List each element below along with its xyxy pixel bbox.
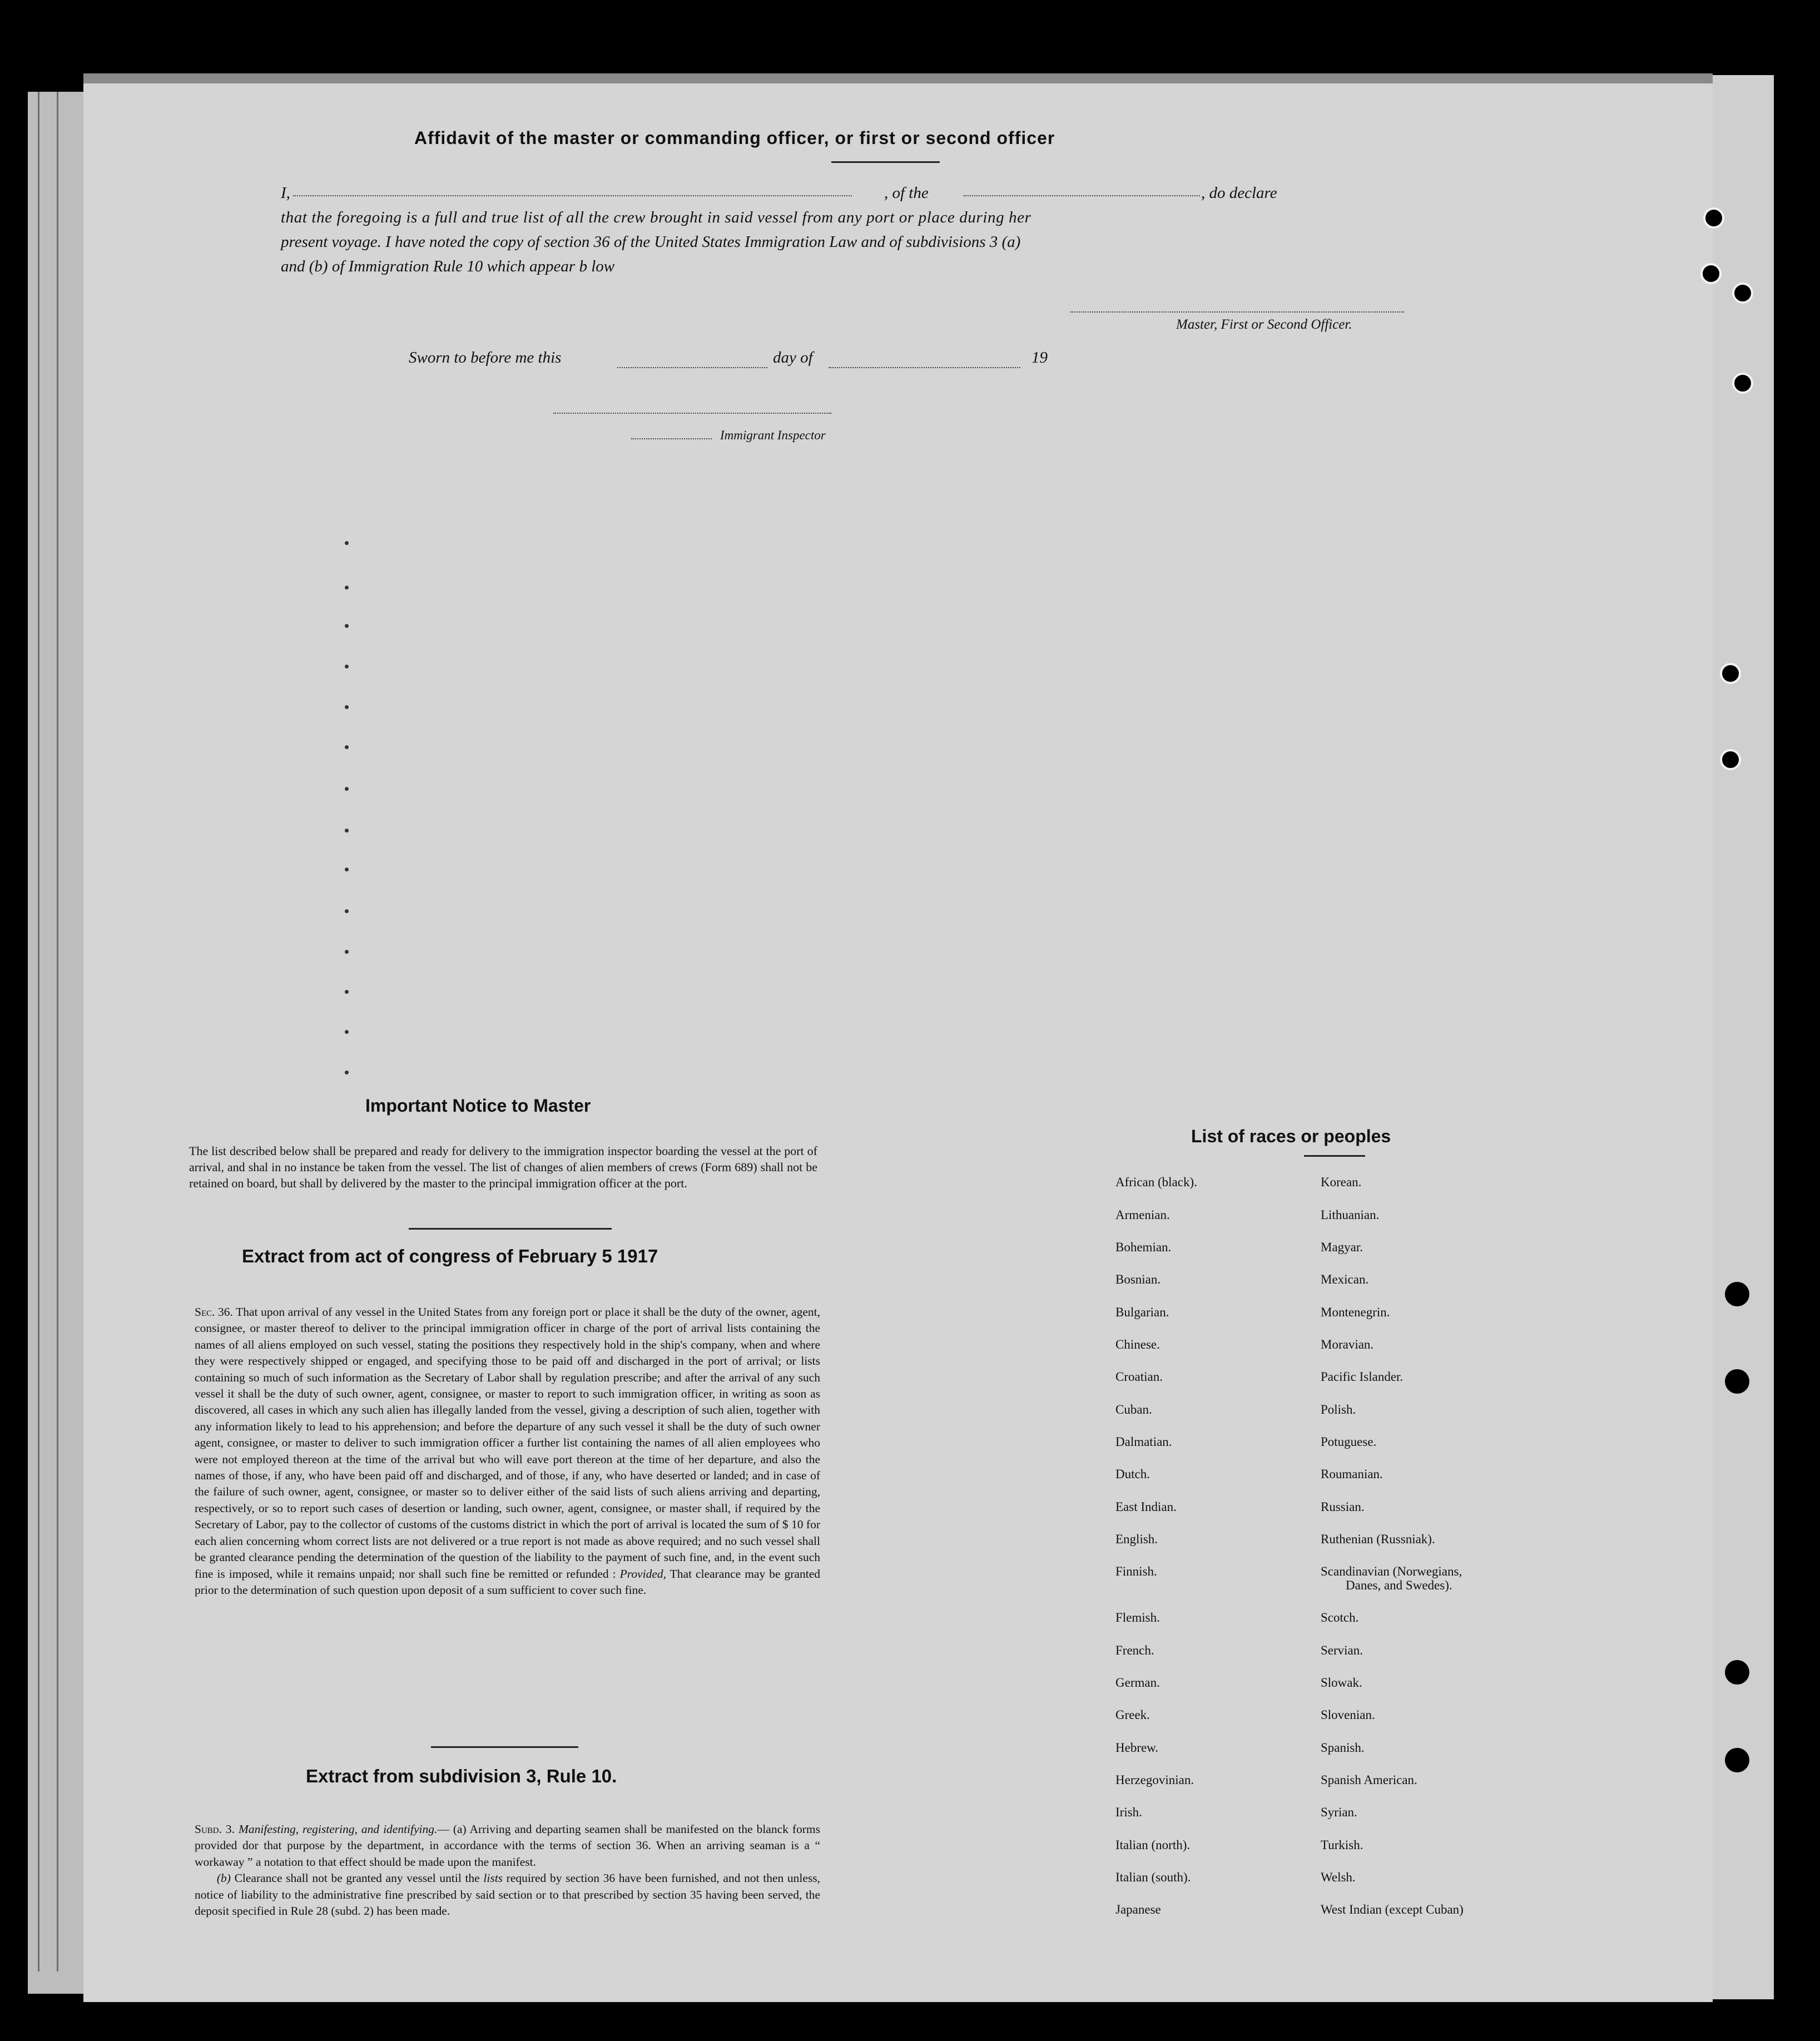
race-right-10: Roumanian. xyxy=(1321,1467,1383,1481)
affidavit-of-the: , of the xyxy=(884,184,929,202)
race-right-14: Scotch. xyxy=(1321,1611,1359,1624)
affidavit-title: Affidavit of the master or commanding officer, or first or second officer xyxy=(414,128,1055,148)
section-36-body: That upon arrival of any vessel in the United States from any foreign port or place it shall be the duty of the owner, agent, consignee, or master thereof to deliver to the principal immigration officer in charge of the port of arrival lists containing the names of all aliens employed on such vessel, stating the positions they respectively hold in the ship's company, when and where they were respectively shipped or engaged, and specifying those to be paid off and discharged in the port of arrival; or lists containing so much of such information as the Secretary of Labor shall by regulation prescribe; and after the arrival of any such vessel it shall be the duty of such owner, agent, consignee, or master to report to such immigration officer, in writing as soon as discovered, all cases in which any such alien has illegally landed from the vessel, giving a description of such alien, together with any information likely to lead to his apprehension; and before the departure of any such vessel it shall be the duty of such owner agent, consignee, or master to deliver to such immigration officer a further list containing the names of all alien employees who were not employed thereon at the time of the arrival but who will eave port thereon at the time of her departure, and also the names of those, if any, who have been paid off and discharged, and of those, if any, who have deserted or landed; and in case of the failure of such owner, agent, consignee, or master so to deliver either of the said lists of such aliens arriving and departing, respectively, or so to report such cases of desertion or landing, such owner, agent, consignee, or master shall, if required by the Secretary of Labor, pay to the collector of customs of the customs district in which the port of arrival is located the sum of $ 10 for each alien concerning whom correct lists are not delivered or a true report is not made as above required; and no such vessel shall be granted clearance pending the determination of the question of the liability to the payment of such fine, and, in the event such fine is imposed, while it remains unpaid; nor shall such fine be remitted or refunded : xyxy=(195,1305,820,1581)
affidavit-i: I, xyxy=(281,184,290,202)
affidavit-line-2: that the foregoing is a full and true list of all the crew brought in said vessel from any port or place during her xyxy=(281,209,1032,226)
binder-ring-hole xyxy=(1700,263,1722,284)
race-right-13-continued: Danes, and Swedes). xyxy=(1346,1578,1452,1592)
punch-hole xyxy=(1725,1369,1749,1394)
race-left-21: Italian (north). xyxy=(1115,1838,1191,1852)
row-mark xyxy=(345,909,349,913)
race-left-18: Hebrew. xyxy=(1115,1741,1159,1755)
race-left-8: Cuban. xyxy=(1115,1403,1152,1416)
congress-extract-title: Extract from act of congress of February 5 1917 xyxy=(242,1246,658,1266)
subd-heading: Manifesting, registering, and identifying. xyxy=(239,1822,438,1836)
document-page xyxy=(83,83,1713,2002)
race-right-22: Welsh. xyxy=(1321,1870,1356,1884)
race-left-16: German. xyxy=(1115,1676,1160,1690)
binder-ring-hole xyxy=(1720,749,1741,770)
row-mark xyxy=(345,541,349,545)
sworn-year: 19 xyxy=(1032,349,1048,366)
divider xyxy=(409,1228,612,1230)
race-left-9: Dalmatian. xyxy=(1115,1435,1172,1449)
row-mark xyxy=(345,624,349,628)
row-mark xyxy=(345,745,349,749)
race-left-11: East Indian. xyxy=(1115,1500,1177,1514)
section-36-text xyxy=(195,1304,820,1598)
race-right-4: Mexican. xyxy=(1321,1272,1369,1286)
race-left-17: Greek. xyxy=(1115,1708,1150,1722)
sworn-day-blank[interactable] xyxy=(617,367,767,368)
binder-ring-hole xyxy=(1732,283,1753,304)
rule-extract-title: Extract from subdivision 3, Rule 10. xyxy=(306,1766,617,1786)
race-right-18: Spanish. xyxy=(1321,1741,1365,1755)
race-left-7: Croatian. xyxy=(1115,1370,1163,1384)
punch-hole xyxy=(1725,1282,1749,1306)
name-blank[interactable] xyxy=(293,195,852,196)
subd-para-b-2: required by section 36 have been furnished, and not then unless, notice of liability to the administrative fine prescribed by said section or to that prescribed by section 35 having been served, the deposit specified in Rule 28 (subd. 2) has been made. xyxy=(195,1871,820,1918)
race-right-17: Slovenian. xyxy=(1321,1708,1375,1722)
race-right-8: Polish. xyxy=(1321,1403,1356,1416)
underlying-page-edge xyxy=(28,92,85,1994)
race-left-3: Bohemian. xyxy=(1115,1240,1172,1254)
inspector-signature-line[interactable] xyxy=(553,413,831,414)
inspector-dotted-lead xyxy=(631,438,712,439)
subd-para-a: — (a) Arriving and departing seamen shall be manifested on the blanck forms provided dor that purpose by the department, in accordance with the terms of section 36. When an arriving seaman is a “ workaway ” a notation to that effect should be made upon the manifest. xyxy=(195,1822,820,1869)
race-left-2: Armenian. xyxy=(1115,1208,1170,1222)
binding-line xyxy=(57,92,58,1971)
race-right-23: West Indian (except Cuban) xyxy=(1321,1903,1464,1916)
race-left-10: Dutch. xyxy=(1115,1467,1150,1481)
sworn-day-of: day of xyxy=(773,349,813,366)
row-mark xyxy=(345,586,349,589)
row-mark xyxy=(345,868,349,871)
affidavit-line-1 xyxy=(281,181,1282,205)
affidavit-line-4: and (b) of Immigration Rule 10 which appear b low xyxy=(281,257,615,275)
row-mark xyxy=(345,829,349,833)
row-mark xyxy=(345,787,349,791)
divider xyxy=(831,161,940,163)
punch-hole xyxy=(1725,1748,1749,1772)
race-right-2: Lithuanian. xyxy=(1321,1208,1380,1222)
signature-label: Master, First or Second Officer. xyxy=(1176,317,1352,332)
affidavit-line-3: present voyage. I have noted the copy of section 36 of the United States Immigration Law and of subdivisions 3 (a) xyxy=(281,233,1021,251)
race-left-1: African (black). xyxy=(1115,1175,1197,1189)
race-right-1: Korean. xyxy=(1321,1175,1362,1189)
binder-ring-hole xyxy=(1703,207,1724,229)
race-right-11: Russian. xyxy=(1321,1500,1365,1514)
race-left-15: French. xyxy=(1115,1643,1154,1657)
row-mark xyxy=(345,1071,349,1074)
race-right-20: Syrian. xyxy=(1321,1805,1357,1819)
affidavit-text xyxy=(281,181,1282,279)
provided-word: Provided, xyxy=(619,1567,667,1581)
signature-line[interactable] xyxy=(1070,311,1404,313)
sworn-month-blank[interactable] xyxy=(829,367,1020,368)
subd-lists-word: lists xyxy=(483,1871,503,1885)
row-mark xyxy=(345,990,349,994)
underlying-page-right-edge xyxy=(1713,75,1774,1999)
page-top-shadow xyxy=(83,73,1713,85)
notice-title: Important Notice to Master xyxy=(365,1096,591,1116)
subdivision-3-text xyxy=(195,1821,820,1919)
race-left-12: English. xyxy=(1115,1532,1158,1546)
row-mark xyxy=(345,665,349,668)
divider xyxy=(1304,1155,1365,1157)
race-right-9: Potuguese. xyxy=(1321,1435,1377,1449)
binding-line xyxy=(38,92,39,1971)
binder-ring-hole xyxy=(1732,373,1753,394)
race-left-19: Herzegovinian. xyxy=(1115,1773,1194,1787)
race-right-12: Ruthenian (Russniak). xyxy=(1321,1532,1435,1546)
row-mark xyxy=(345,1030,349,1034)
row-mark xyxy=(345,950,349,954)
subd-b-label: (b) xyxy=(216,1871,231,1885)
subd-para-b-1: Clearance shall not be granted any vessel until the xyxy=(234,1871,480,1885)
race-right-16: Slowak. xyxy=(1321,1676,1362,1690)
sworn-text: Sworn to before me this xyxy=(409,349,562,366)
race-left-14: Flemish. xyxy=(1115,1611,1160,1624)
vessel-blank[interactable] xyxy=(964,195,1200,196)
races-title: List of races or peoples xyxy=(1191,1126,1391,1146)
section-label: Sec. 36. xyxy=(195,1305,233,1319)
race-left-23: Japanese xyxy=(1115,1903,1161,1916)
affidavit-declare: , do declare xyxy=(1201,184,1277,202)
race-left-13: Finnish. xyxy=(1115,1564,1157,1578)
binder-ring-hole xyxy=(1720,663,1741,684)
race-right-15: Servian. xyxy=(1321,1643,1363,1657)
row-mark xyxy=(345,705,349,709)
race-right-19: Spanish American. xyxy=(1321,1773,1417,1787)
punch-hole xyxy=(1725,1660,1749,1685)
notice-body: The list described below shall be prepared and ready for delivery to the immigration inspector boarding the vessel at the port of arrival, and shal in no instance be taken from the vessel. The list of changes of alien members of crews (Form 689) shall not be retained on board, but shall by delivered by the master to the principal immigration officer at the port. xyxy=(189,1144,817,1190)
race-right-13: Scandinavian (Norwegians, xyxy=(1321,1564,1462,1578)
race-right-7: Pacific Islander. xyxy=(1321,1370,1404,1384)
race-left-22: Italian (south). xyxy=(1115,1870,1191,1884)
race-right-6: Moravian. xyxy=(1321,1337,1374,1351)
race-left-4: Bosnian. xyxy=(1115,1272,1161,1286)
race-left-6: Chinese. xyxy=(1115,1337,1160,1351)
race-right-3: Magyar. xyxy=(1321,1240,1363,1254)
race-right-5: Montenegrin. xyxy=(1321,1305,1390,1319)
subd-label: Subd. 3. xyxy=(195,1822,235,1836)
race-right-21: Turkish. xyxy=(1321,1838,1363,1852)
divider xyxy=(431,1746,578,1748)
inspector-label: Immigrant Inspector xyxy=(720,428,826,442)
race-left-5: Bulgarian. xyxy=(1115,1305,1169,1319)
section-36-end: That clearance may be granted prior to the determination of such question upon deposit of a sum sufficient to cover such fine. xyxy=(195,1567,820,1597)
race-left-20: Irish. xyxy=(1115,1805,1142,1819)
